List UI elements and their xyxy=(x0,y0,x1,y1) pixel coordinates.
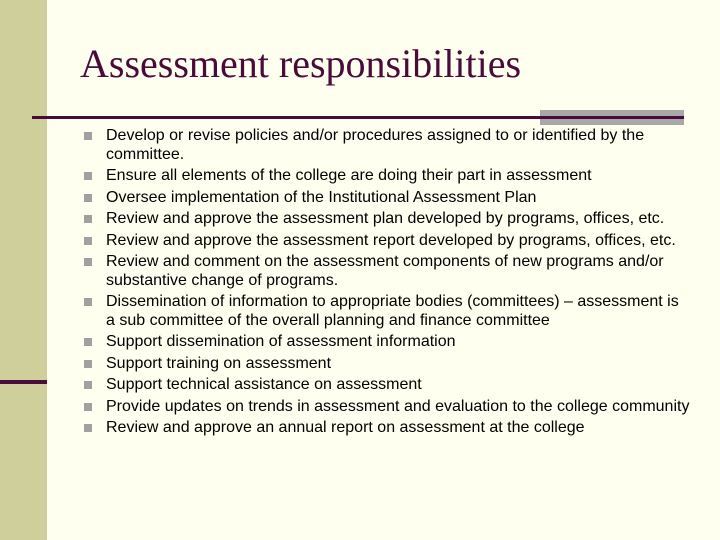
square-bullet-icon xyxy=(84,132,92,140)
square-bullet-icon xyxy=(84,298,92,306)
bullet-item xyxy=(80,376,690,395)
square-bullet-icon xyxy=(84,381,92,389)
bullet-text: Support technical assistance on assessment xyxy=(106,376,422,393)
bullet-text: Develop or revise policies and/or procedures assigned to or identified by the committee. xyxy=(106,127,645,163)
bullet-text: Review and approve the assessment report developed by programs, offices, etc. xyxy=(106,231,676,249)
bullet-item xyxy=(80,210,690,229)
bullet-text: Oversee implementation of the Institutional Assessment Plan xyxy=(106,188,537,206)
slide-title: Assessment responsibilities xyxy=(80,41,522,86)
bullet-text: Review and approve the assessment plan developed by programs, offices, etc. xyxy=(106,210,665,227)
bullet-item xyxy=(80,419,690,438)
bullet-text: Ensure all elements of the college are doing their part in assessment xyxy=(106,167,592,184)
square-bullet-icon xyxy=(84,215,92,223)
square-bullet-icon xyxy=(84,237,92,245)
bullet-list xyxy=(80,127,690,441)
square-bullet-icon xyxy=(84,194,92,202)
bullet-item xyxy=(80,355,690,374)
bullet-item xyxy=(80,293,690,330)
bullet-item xyxy=(80,253,690,290)
bullet-text: Dissemination of information to appropriate bodies (committees) – assessment is a sub committee of the overall planning and finance committee xyxy=(106,293,679,329)
bullet-text: Provide updates on trends in assessment and evaluation to the college community xyxy=(106,397,690,415)
bullet-item xyxy=(80,232,690,251)
bullet-text: Support training on assessment xyxy=(106,354,332,372)
square-bullet-icon xyxy=(84,424,92,432)
bullet-text: Review and comment on the assessment components of new programs and/or substantive change of programs. xyxy=(106,253,664,289)
bullet-item xyxy=(80,333,690,352)
bullet-item xyxy=(80,127,690,164)
square-bullet-icon xyxy=(84,360,92,368)
square-bullet-icon xyxy=(84,172,92,180)
sidebar-accent-line xyxy=(0,380,47,384)
bullet-item xyxy=(80,167,690,186)
bullet-text: Review and approve an annual report on assessment at the college xyxy=(106,419,585,436)
bullet-text: Support dissemination of assessment information xyxy=(106,333,456,350)
title-underline-accent xyxy=(540,110,684,125)
left-sidebar-band xyxy=(0,0,47,540)
bullet-item xyxy=(80,189,690,208)
square-bullet-icon xyxy=(84,338,92,346)
square-bullet-icon xyxy=(84,403,92,411)
square-bullet-icon xyxy=(84,258,92,266)
bullet-item xyxy=(80,398,690,417)
